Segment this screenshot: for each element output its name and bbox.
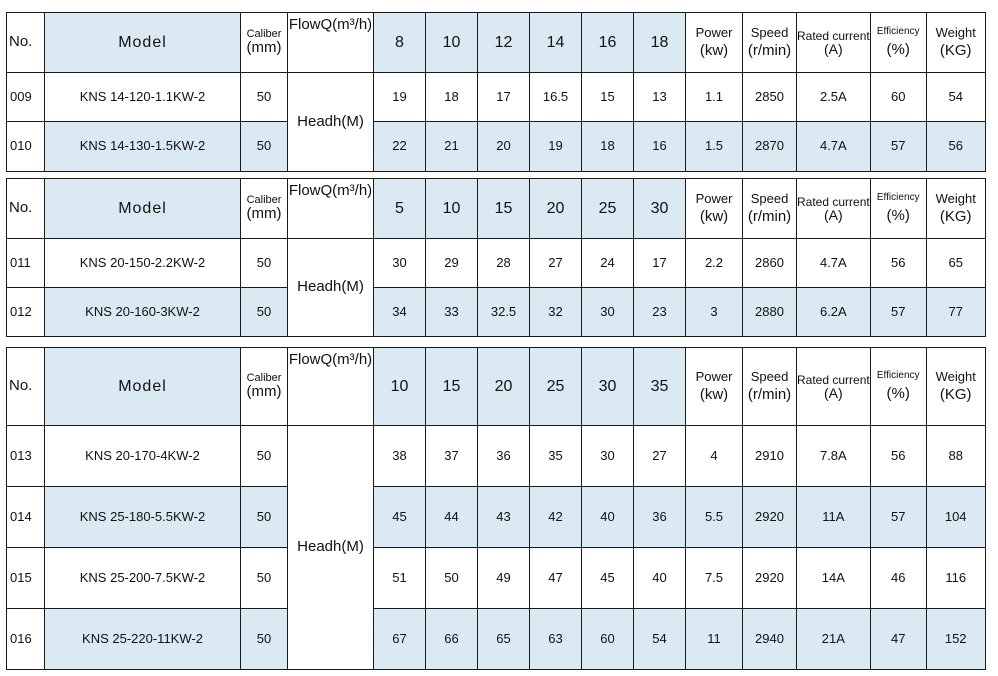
header-weight xyxy=(926,348,985,426)
row-head-value: 33 xyxy=(426,288,478,337)
row-current: 4.7A xyxy=(797,122,871,172)
header-flow-value: 8 xyxy=(374,13,426,73)
header-label: Weight xyxy=(935,24,976,40)
row-speed: 2870 xyxy=(743,122,797,172)
spec-table xyxy=(6,347,986,670)
row-power: 1.1 xyxy=(686,73,743,122)
row-head-value: 15 xyxy=(582,73,634,122)
header-unit: (mm) xyxy=(246,383,282,401)
row-speed: 2880 xyxy=(743,288,797,337)
table-row xyxy=(7,609,986,670)
header-label: Efficiency xyxy=(876,369,920,381)
header-flow-value: 30 xyxy=(634,179,686,239)
row-no: 012 xyxy=(7,288,45,337)
row-head-value: 45 xyxy=(582,548,634,609)
header-unit: (r/min) xyxy=(747,208,792,226)
header-power xyxy=(686,179,743,239)
row-caliber: 50 xyxy=(241,426,288,487)
row-head-value: 16 xyxy=(634,122,686,172)
row-head-value: 44 xyxy=(426,487,478,548)
header-no: No. xyxy=(7,13,45,73)
row-no: 011 xyxy=(7,239,45,288)
row-caliber: 50 xyxy=(241,609,288,670)
header-unit: (r/min) xyxy=(747,42,792,60)
header-unit: (A) xyxy=(824,40,843,57)
header-label: Power xyxy=(695,190,733,206)
header-speed xyxy=(743,13,797,73)
header-unit: (m³/h) xyxy=(332,182,373,199)
header-row xyxy=(7,348,986,426)
row-head-value: 30 xyxy=(582,288,634,337)
row-weight: 77 xyxy=(926,288,985,337)
header-unit: (KG) xyxy=(939,42,972,60)
header-rated-current xyxy=(797,179,871,239)
row-efficiency: 46 xyxy=(870,548,926,609)
row-caliber: 50 xyxy=(241,548,288,609)
table-row xyxy=(7,548,986,609)
row-head-value: 32 xyxy=(530,288,582,337)
header-unit: (m³/h) xyxy=(332,351,373,368)
row-head-value: 35 xyxy=(530,426,582,487)
row-caliber: 50 xyxy=(241,73,288,122)
row-head-value: 32.5 xyxy=(478,288,530,337)
row-head-value: 30 xyxy=(582,426,634,487)
header-efficiency xyxy=(870,179,926,239)
row-current: 7.8A xyxy=(797,426,871,487)
row-model: KNS 20-150-2.2KW-2 xyxy=(45,239,241,288)
header-label: Rated current xyxy=(797,372,870,387)
row-weight: 56 xyxy=(926,122,985,172)
header-unit: (m³/h) xyxy=(332,16,373,33)
row-weight: 88 xyxy=(926,426,985,487)
row-weight: 54 xyxy=(926,73,985,122)
header-flow-value: 20 xyxy=(530,179,582,239)
row-efficiency: 57 xyxy=(870,288,926,337)
table-row xyxy=(7,122,986,172)
row-head-value: 21 xyxy=(426,122,478,172)
header-flow-value: 10 xyxy=(426,13,478,73)
row-efficiency: 60 xyxy=(870,73,926,122)
header-label: Caliber xyxy=(246,193,282,206)
row-head-value: 38 xyxy=(374,426,426,487)
header-unit: (%) xyxy=(886,206,910,224)
row-head-value: 40 xyxy=(634,548,686,609)
header-speed xyxy=(743,179,797,239)
row-speed: 2920 xyxy=(743,487,797,548)
row-head-value: 65 xyxy=(478,609,530,670)
header-flow-value: 25 xyxy=(582,179,634,239)
row-current: 21A xyxy=(797,609,871,670)
header-label: Power xyxy=(695,368,733,384)
header-label: Rated current xyxy=(797,28,870,43)
row-speed: 2850 xyxy=(743,73,797,122)
header-flow-value: 18 xyxy=(634,13,686,73)
row-current: 14A xyxy=(797,548,871,609)
row-head-value: 22 xyxy=(374,122,426,172)
header-label: Power xyxy=(695,24,733,40)
header-unit: (kw) xyxy=(699,208,729,226)
header-label: FlowQ xyxy=(288,16,333,33)
header-row xyxy=(7,179,986,239)
header-unit: (KG) xyxy=(939,386,972,404)
table-row xyxy=(7,239,986,288)
row-power: 5.5 xyxy=(686,487,743,548)
row-weight: 116 xyxy=(926,548,985,609)
spec-table xyxy=(6,178,986,337)
row-power: 1.5 xyxy=(686,122,743,172)
header-rated-current xyxy=(797,13,871,73)
row-head-value: 67 xyxy=(374,609,426,670)
row-current: 11A xyxy=(797,487,871,548)
row-model: KNS 14-120-1.1KW-2 xyxy=(45,73,241,122)
row-current: 4.7A xyxy=(797,239,871,288)
header-flow xyxy=(288,13,374,73)
row-head-value: 63 xyxy=(530,609,582,670)
row-head-value: 36 xyxy=(634,487,686,548)
header-flow-value: 5 xyxy=(374,179,426,239)
row-head-value: 51 xyxy=(374,548,426,609)
header-flow-value: 10 xyxy=(374,348,426,426)
row-current: 6.2A xyxy=(797,288,871,337)
header-caliber xyxy=(241,179,288,239)
header-label: Weight xyxy=(935,190,976,206)
row-model: KNS 25-180-5.5KW-2 xyxy=(45,487,241,548)
row-speed: 2920 xyxy=(743,548,797,609)
header-model: Model xyxy=(45,13,241,73)
row-no: 014 xyxy=(7,487,45,548)
header-flow-value: 15 xyxy=(426,348,478,426)
header-flow-value: 15 xyxy=(478,179,530,239)
header-label: Speed xyxy=(750,368,789,384)
row-power: 2.2 xyxy=(686,239,743,288)
header-label: Speed xyxy=(750,190,789,206)
row-head-value: 18 xyxy=(426,73,478,122)
row-head-value: 13 xyxy=(634,73,686,122)
header-flow-value: 12 xyxy=(478,13,530,73)
header-label: Weight xyxy=(935,368,976,384)
table-row xyxy=(7,73,986,122)
header-weight xyxy=(926,13,985,73)
header-row xyxy=(7,13,986,73)
header-no: No. xyxy=(7,348,45,426)
header-power xyxy=(686,13,743,73)
header-label: Efficiency xyxy=(876,191,920,203)
head-label: Headh(M) xyxy=(288,239,374,337)
row-head-value: 50 xyxy=(426,548,478,609)
row-model: KNS 20-160-3KW-2 xyxy=(45,288,241,337)
row-head-value: 45 xyxy=(374,487,426,548)
row-head-value: 34 xyxy=(374,288,426,337)
header-power xyxy=(686,348,743,426)
row-head-value: 66 xyxy=(426,609,478,670)
header-flow xyxy=(288,348,374,426)
header-no: No. xyxy=(7,179,45,239)
row-head-value: 17 xyxy=(478,73,530,122)
row-power: 3 xyxy=(686,288,743,337)
row-model: KNS 25-220-11KW-2 xyxy=(45,609,241,670)
header-unit: (kw) xyxy=(699,42,729,60)
header-flow-value: 20 xyxy=(478,348,530,426)
row-head-value: 16.5 xyxy=(530,73,582,122)
row-head-value: 27 xyxy=(634,426,686,487)
header-unit: (A) xyxy=(824,206,843,223)
header-unit: (r/min) xyxy=(747,386,792,404)
table-row xyxy=(7,487,986,548)
header-flow-value: 14 xyxy=(530,13,582,73)
row-no: 015 xyxy=(7,548,45,609)
header-weight xyxy=(926,179,985,239)
header-flow xyxy=(288,179,374,239)
header-label: Efficiency xyxy=(876,25,920,37)
header-label: Rated current xyxy=(797,194,870,209)
row-weight: 65 xyxy=(926,239,985,288)
row-power: 7.5 xyxy=(686,548,743,609)
row-caliber: 50 xyxy=(241,487,288,548)
header-flow-value: 16 xyxy=(582,13,634,73)
row-caliber: 50 xyxy=(241,239,288,288)
header-label: FlowQ xyxy=(288,182,333,199)
row-head-value: 43 xyxy=(478,487,530,548)
row-efficiency: 56 xyxy=(870,426,926,487)
row-no: 013 xyxy=(7,426,45,487)
header-rated-current xyxy=(797,348,871,426)
row-head-value: 17 xyxy=(634,239,686,288)
row-head-value: 19 xyxy=(530,122,582,172)
row-head-value: 28 xyxy=(478,239,530,288)
row-current: 2.5A xyxy=(797,73,871,122)
row-head-value: 19 xyxy=(374,73,426,122)
row-head-value: 29 xyxy=(426,239,478,288)
row-head-value: 36 xyxy=(478,426,530,487)
row-head-value: 24 xyxy=(582,239,634,288)
head-label: Headh(M) xyxy=(288,73,374,172)
head-label: Headh(M) xyxy=(288,426,374,670)
row-efficiency: 47 xyxy=(870,609,926,670)
header-unit: (mm) xyxy=(246,205,282,223)
row-head-value: 37 xyxy=(426,426,478,487)
row-no: 010 xyxy=(7,122,45,172)
row-no: 016 xyxy=(7,609,45,670)
row-efficiency: 57 xyxy=(870,487,926,548)
row-head-value: 27 xyxy=(530,239,582,288)
header-efficiency xyxy=(870,13,926,73)
row-head-value: 18 xyxy=(582,122,634,172)
table-row xyxy=(7,426,986,487)
spec-table xyxy=(6,12,986,172)
header-model: Model xyxy=(45,348,241,426)
header-flow-value: 25 xyxy=(530,348,582,426)
header-efficiency xyxy=(870,348,926,426)
header-unit: (A) xyxy=(824,384,843,401)
header-unit: (kw) xyxy=(699,386,729,404)
row-power: 4 xyxy=(686,426,743,487)
row-head-value: 49 xyxy=(478,548,530,609)
row-head-value: 47 xyxy=(530,548,582,609)
table-row xyxy=(7,288,986,337)
header-flow-value: 35 xyxy=(634,348,686,426)
header-unit: (%) xyxy=(886,40,910,58)
header-label: Speed xyxy=(750,24,789,40)
row-head-value: 40 xyxy=(582,487,634,548)
row-model: KNS 20-170-4KW-2 xyxy=(45,426,241,487)
row-head-value: 20 xyxy=(478,122,530,172)
row-caliber: 50 xyxy=(241,122,288,172)
row-head-value: 23 xyxy=(634,288,686,337)
row-caliber: 50 xyxy=(241,288,288,337)
header-label: FlowQ xyxy=(288,351,333,368)
row-head-value: 54 xyxy=(634,609,686,670)
row-speed: 2940 xyxy=(743,609,797,670)
row-head-value: 42 xyxy=(530,487,582,548)
header-flow-value: 10 xyxy=(426,179,478,239)
header-caliber xyxy=(241,13,288,73)
header-model: Model xyxy=(45,179,241,239)
row-efficiency: 56 xyxy=(870,239,926,288)
header-unit: (%) xyxy=(886,384,910,402)
header-caliber xyxy=(241,348,288,426)
row-head-value: 60 xyxy=(582,609,634,670)
row-model: KNS 25-200-7.5KW-2 xyxy=(45,548,241,609)
row-efficiency: 57 xyxy=(870,122,926,172)
header-unit: (mm) xyxy=(246,39,282,57)
header-label: Caliber xyxy=(246,27,282,40)
header-unit: (KG) xyxy=(939,208,972,226)
row-speed: 2860 xyxy=(743,239,797,288)
row-weight: 152 xyxy=(926,609,985,670)
header-speed xyxy=(743,348,797,426)
row-model: KNS 14-130-1.5KW-2 xyxy=(45,122,241,172)
row-power: 11 xyxy=(686,609,743,670)
row-head-value: 30 xyxy=(374,239,426,288)
header-label: Caliber xyxy=(246,371,282,384)
row-no: 009 xyxy=(7,73,45,122)
header-flow-value: 30 xyxy=(582,348,634,426)
row-speed: 2910 xyxy=(743,426,797,487)
row-weight: 104 xyxy=(926,487,985,548)
